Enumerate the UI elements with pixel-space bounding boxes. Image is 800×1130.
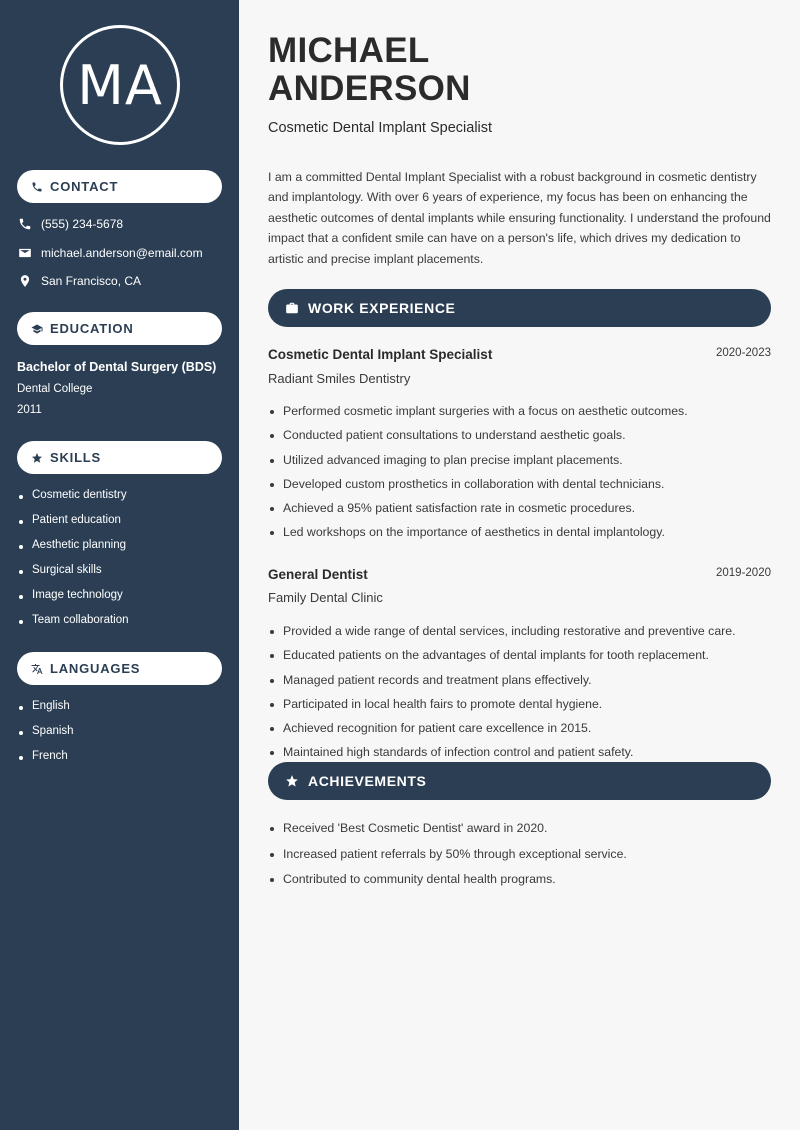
mail-icon: [18, 246, 32, 260]
candidate-name: [268, 32, 471, 108]
briefcase-icon: [285, 301, 299, 315]
list-item: English: [17, 700, 74, 725]
phone-icon: [31, 181, 43, 193]
contact-heading: [17, 170, 222, 203]
name-line-1: MICHAEL: [268, 31, 430, 70]
list-item: Image technology: [17, 589, 129, 614]
list-item: Achieved recognition for patient care excellence in 2015.: [268, 721, 736, 745]
contact-email-text: michael.anderson@email.com: [41, 246, 203, 260]
languages-heading: [17, 652, 222, 685]
list-item: Aesthetic planning: [17, 539, 129, 564]
avatar: MA: [60, 25, 180, 145]
job-2-title: General Dentist: [268, 567, 368, 582]
education-year: 2011: [17, 404, 42, 416]
list-item: Utilized advanced imaging to plan precise implant placements.: [268, 453, 688, 477]
list-item: French: [17, 750, 74, 775]
summary-paragraph: I am a committed Dental Implant Specialist with a robust background in cosmetic dentistry and implantology. With over 6 years of experience, my focus has been on enhancing the aesthetic outcomes of dental implants while ensuring functionality. I understand the profound impact that a confident smile can have on a person's life, which drives my dedication to artistic and precise implant placements.: [268, 170, 771, 266]
star-icon: [285, 774, 299, 788]
contact-email[interactable]: [18, 246, 203, 260]
list-item: Performed cosmetic implant surgeries with a focus on aesthetic outcomes.: [268, 404, 688, 428]
education-school: Dental College: [17, 383, 93, 395]
job-1-bullets: [268, 404, 688, 550]
work-experience-heading: [268, 289, 771, 327]
list-item: Achieved a 95% patient satisfaction rate in cosmetic procedures.: [268, 501, 688, 525]
list-item: Developed custom prosthetics in collaboration with dental technicians.: [268, 477, 688, 501]
star-icon: [31, 452, 43, 464]
job-2-dates: 2019-2020: [716, 567, 771, 579]
job-1-title: Cosmetic Dental Implant Specialist: [268, 347, 493, 362]
achievements-heading: [268, 762, 771, 800]
list-item: Increased patient referrals by 50% through exceptional service.: [268, 847, 627, 873]
education-heading: [17, 312, 222, 345]
list-item: Received 'Best Cosmetic Dentist' award in 2020.: [268, 821, 627, 847]
contact-phone-text: (555) 234-5678: [41, 217, 124, 231]
contact-heading-label: CONTACT: [50, 179, 119, 194]
job-2-company: Family Dental Clinic: [268, 590, 383, 605]
contact-location: [18, 274, 141, 288]
graduation-cap-icon: [31, 323, 43, 335]
list-item: Contributed to community dental health programs.: [268, 872, 627, 898]
list-item: Team collaboration: [17, 614, 129, 639]
work-experience-heading-label: WORK EXPERIENCE: [308, 300, 456, 316]
list-item: Participated in local health fairs to promote dental hygiene.: [268, 697, 736, 721]
contact-location-text: San Francisco, CA: [41, 274, 142, 288]
skills-list: [17, 489, 129, 639]
achievements-heading-label: ACHIEVEMENTS: [308, 773, 427, 789]
job-1-company: Radiant Smiles Dentistry: [268, 371, 411, 386]
skills-heading-label: SKILLS: [50, 450, 102, 465]
job-1-dates: 2020-2023: [716, 347, 771, 359]
sidebar: [0, 0, 239, 1130]
achievements-list: [268, 821, 627, 898]
education-degree: Bachelor of Dental Surgery (BDS): [17, 360, 217, 374]
languages-list: [17, 700, 74, 775]
list-item: Spanish: [17, 725, 74, 750]
job-2-bullets: [268, 624, 736, 770]
education-heading-label: EDUCATION: [50, 321, 134, 336]
skills-heading: [17, 441, 222, 474]
name-line-2: ANDERSON: [268, 69, 471, 108]
list-item: Patient education: [17, 514, 129, 539]
list-item: Educated patients on the advantages of dental implants for tooth replacement.: [268, 648, 736, 672]
list-item: Conducted patient consultations to understand aesthetic goals.: [268, 428, 688, 452]
location-pin-icon: [18, 274, 32, 288]
list-item: Surgical skills: [17, 564, 129, 589]
contact-phone[interactable]: [18, 217, 123, 231]
list-item: Maintained high standards of infection control and patient safety.: [268, 745, 736, 769]
list-item: Managed patient records and treatment plans effectively.: [268, 673, 736, 697]
job-title-headline: Cosmetic Dental Implant Specialist: [268, 120, 493, 136]
languages-heading-label: LANGUAGES: [50, 661, 141, 676]
translate-icon: [31, 663, 43, 675]
list-item: Led workshops on the importance of aesthetics in dental implantology.: [268, 525, 688, 549]
list-item: Cosmetic dentistry: [17, 489, 129, 514]
phone-icon: [18, 217, 32, 231]
list-item: Provided a wide range of dental services, including restorative and preventive care.: [268, 624, 736, 648]
